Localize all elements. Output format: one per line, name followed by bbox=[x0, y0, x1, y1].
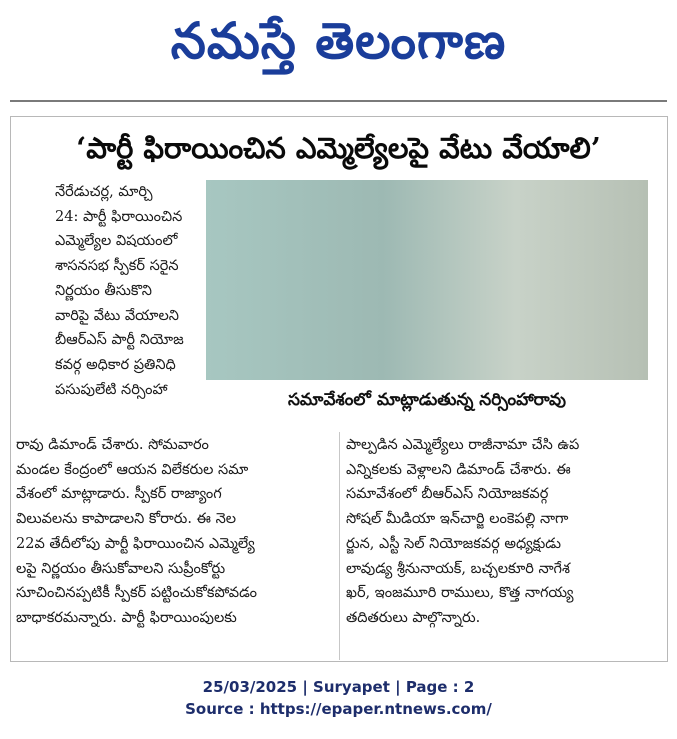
article-line: నిర్ణయం తీసుకొని bbox=[55, 282, 152, 299]
article-line: శాసనసభ స్పీకర్ సరైన bbox=[55, 258, 179, 275]
article-line: పసుపులేటి నర్సింహా bbox=[55, 381, 168, 398]
article-headline: ‘పార్టీ ఫిరాయించిన ఎమ్మెల్యేలపై వేటు వేయాలి’ bbox=[76, 131, 601, 165]
masthead-rule bbox=[10, 100, 667, 102]
article-line: ఎమ్మెల్యేల విషయంలో bbox=[55, 233, 178, 250]
article-line: లపై నిర్ణయం తీసుకోవాలని సుప్రీంకోర్టు bbox=[16, 560, 226, 577]
article-line: పాల్పడిన ఎమ్మెల్యేలు రాజీనామా చేసి ఉప bbox=[346, 437, 580, 453]
article-line: సమావేశంలో బీఆర్ఎస్ నియోజకవర్గ bbox=[346, 486, 549, 503]
article-line: సోషల్ మీడియా ఇన్‌చార్జి లంకెపల్లి నాగా bbox=[346, 511, 569, 528]
article-line: బాధాకరమన్నారు. పార్టీ ఫిరాయింపులకు bbox=[16, 609, 237, 626]
article-line: ర్జున, ఎస్టీ సెల్ నియోజకవర్గ అధ్యక్షుడు bbox=[346, 535, 562, 552]
masthead bbox=[0, 0, 677, 86]
article-line: రావు డిమాండ్ చేశారు. సోమవారం bbox=[16, 437, 209, 453]
article-line: 24: పార్టీ ఫిరాయించిన bbox=[55, 208, 183, 225]
article-line: ఎన్నికలకు వెళ్లాలని డిమాండ్ చేశారు. ఈ bbox=[346, 461, 571, 478]
article-lead-column bbox=[55, 180, 203, 402]
article-column-1 bbox=[16, 433, 334, 631]
article-line: కవర్గ అధికార ప్రతినిధి bbox=[55, 356, 176, 373]
footer-source: Source : https://epaper.ntnews.com/ bbox=[185, 700, 492, 718]
article-column-2 bbox=[346, 433, 660, 631]
photo-background bbox=[206, 180, 648, 380]
article-line: లావుడ్య శ్రీనునాయక్, బచ్చలకూరి నాగేశ bbox=[346, 560, 570, 577]
footer-date-edition: 25/03/2025 | Suryapet | Page : 2 bbox=[202, 678, 475, 696]
article-line: ఖర్, ఇంజమూరి రాములు, కొత్త నాగయ్య bbox=[346, 585, 574, 602]
column-divider bbox=[339, 432, 340, 660]
article-line: నేరేడుచర్ల, మార్చి bbox=[55, 184, 153, 200]
article-line: 22వ తేదీలోపు పార్టీ ఫిరాయించిన ఎమ్మెల్యే bbox=[16, 535, 255, 552]
article-line: వారిపై వేటు వేయాలని bbox=[55, 307, 179, 324]
group-photo bbox=[206, 180, 648, 380]
article-line: తదితరులు పాల్గొన్నారు. bbox=[346, 609, 481, 626]
article-line: మండల కేంద్రంలో ఆయన విలేకరుల సమా bbox=[16, 461, 249, 478]
photo-caption: సమావేశంలో మాట్లాడుతున్న నర్సింహారావు bbox=[287, 390, 567, 410]
article-line: విలువలను కాపాడాలని కోరారు. ఈ నెల bbox=[16, 511, 237, 528]
article-line: సూచించినప్పటికీ స్పీకర్ పట్టించుకోకపోవడం bbox=[16, 585, 257, 602]
newspaper-logo: నమస్తే తెలంగాణ bbox=[170, 11, 507, 70]
article-line: బీఆర్ఎస్ పార్టీ నియోజ bbox=[55, 332, 184, 349]
article-line: వేశంలో మాట్లాడారు. స్పీకర్ రాజ్యాంగ bbox=[16, 486, 222, 503]
